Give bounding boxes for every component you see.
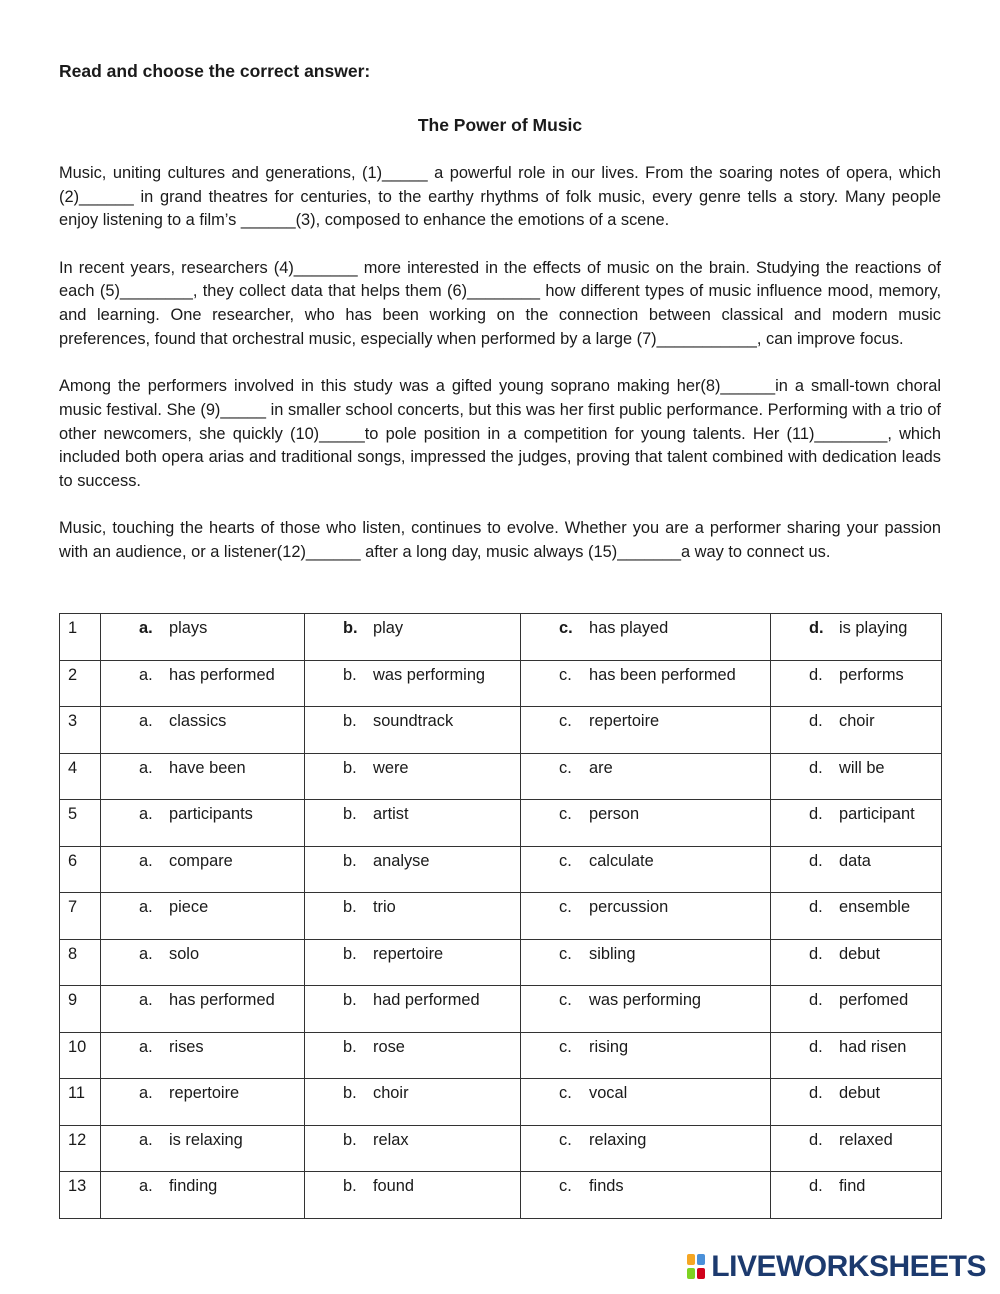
instruction-heading: Read and choose the correct answer: <box>59 61 371 81</box>
question-row <box>60 1172 942 1219</box>
option-text: was performing <box>373 665 486 684</box>
option-b[interactable] <box>305 1172 521 1219</box>
question-number: 7 <box>60 893 101 940</box>
option-letter: d. <box>809 991 823 1009</box>
option-letter: c. <box>559 665 572 684</box>
option-a[interactable] <box>101 614 305 661</box>
option-a[interactable] <box>101 986 305 1033</box>
option-a[interactable] <box>101 753 305 800</box>
option-d[interactable] <box>771 753 942 800</box>
option-letter: c. <box>559 619 573 637</box>
option-text: was performing <box>589 991 702 1009</box>
option-letter: d. <box>809 1084 823 1102</box>
question-number: 2 <box>60 660 101 707</box>
option-text: are <box>589 758 613 777</box>
option-a[interactable] <box>101 846 305 893</box>
option-letter: a. <box>139 1037 153 1056</box>
option-b[interactable] <box>305 614 521 661</box>
question-number: 1 <box>60 614 101 661</box>
option-text: data <box>839 851 871 870</box>
option-text: performs <box>839 665 904 684</box>
question-row <box>60 1079 942 1126</box>
option-text: sibling <box>589 944 636 963</box>
question-number: 3 <box>60 707 101 754</box>
option-d[interactable] <box>771 986 942 1033</box>
option-letter: b. <box>343 758 357 777</box>
option-text: perfomed <box>839 991 909 1009</box>
option-letter: b. <box>343 991 357 1009</box>
option-a[interactable] <box>101 1125 305 1172</box>
option-text: has performed <box>169 991 275 1009</box>
option-text: vocal <box>589 1084 628 1102</box>
option-letter: c. <box>559 758 572 777</box>
option-letter: d. <box>809 619 824 637</box>
option-text: participant <box>839 805 915 823</box>
option-text: ensemble <box>839 898 911 916</box>
option-letter: b. <box>343 619 358 637</box>
option-d[interactable] <box>771 939 942 986</box>
question-row <box>60 660 942 707</box>
option-c[interactable] <box>521 986 771 1033</box>
option-d[interactable] <box>771 846 942 893</box>
option-letter: c. <box>559 1130 572 1149</box>
option-d[interactable] <box>771 707 942 754</box>
option-text: is playing <box>839 619 908 637</box>
question-number: 9 <box>60 986 101 1033</box>
option-text: piece <box>169 898 209 916</box>
option-letter: d. <box>809 758 823 777</box>
option-letter: c. <box>559 944 572 963</box>
option-letter: b. <box>343 1130 357 1149</box>
option-letter: b. <box>343 1084 357 1102</box>
option-b[interactable] <box>305 1079 521 1126</box>
question-row <box>60 614 942 661</box>
paragraph-4: Music, touching the hearts of those who listen, continues to evolve. Whether you are a performer sharing your passion with an audience, or a listener(12)______ after a long day, music always (15)_______a way to connect us. <box>59 519 941 561</box>
logo-icon <box>687 1254 707 1280</box>
option-a[interactable] <box>101 1032 305 1079</box>
option-letter: a. <box>139 665 153 684</box>
option-text: were <box>373 758 409 777</box>
option-c[interactable] <box>521 1172 771 1219</box>
option-letter: a. <box>139 805 153 823</box>
option-letter: d. <box>809 805 823 823</box>
option-text: found <box>373 1177 415 1195</box>
option-text: will be <box>839 758 885 777</box>
option-text: rose <box>373 1037 405 1056</box>
option-text: compare <box>169 851 233 870</box>
option-d[interactable] <box>771 1032 942 1079</box>
option-c[interactable] <box>521 753 771 800</box>
question-row <box>60 707 942 754</box>
option-c[interactable] <box>521 707 771 754</box>
option-letter: a. <box>139 944 153 963</box>
option-a[interactable] <box>101 1079 305 1126</box>
option-text: soundtrack <box>373 712 454 730</box>
option-letter: a. <box>139 991 153 1009</box>
question-row <box>60 939 942 986</box>
option-text: is relaxing <box>169 1130 243 1149</box>
option-d[interactable] <box>771 1125 942 1172</box>
option-b[interactable] <box>305 753 521 800</box>
option-d[interactable] <box>771 1172 942 1219</box>
option-d[interactable] <box>771 660 942 707</box>
option-letter: d. <box>809 944 823 963</box>
question-number: 8 <box>60 939 101 986</box>
option-b[interactable] <box>305 660 521 707</box>
option-d[interactable] <box>771 1079 942 1126</box>
option-letter: c. <box>559 1084 572 1102</box>
option-text: analyse <box>373 851 430 870</box>
question-number: 5 <box>60 800 101 847</box>
option-text: had risen <box>839 1037 907 1056</box>
option-letter: c. <box>559 991 572 1009</box>
option-c[interactable] <box>521 614 771 661</box>
option-text: has performed <box>169 665 275 684</box>
question-row <box>60 1125 942 1172</box>
option-text: artist <box>373 805 409 823</box>
liveworksheets-logo <box>687 1252 986 1282</box>
option-c[interactable] <box>521 893 771 940</box>
option-text: relaxing <box>589 1130 647 1149</box>
option-a[interactable] <box>101 660 305 707</box>
question-row <box>60 846 942 893</box>
option-c[interactable] <box>521 939 771 986</box>
option-letter: a. <box>139 1130 153 1149</box>
option-letter: c. <box>559 805 572 823</box>
option-b[interactable] <box>305 707 521 754</box>
option-text: repertoire <box>373 944 444 963</box>
question-row <box>60 893 942 940</box>
option-text: had performed <box>373 991 480 1009</box>
option-letter: b. <box>343 1177 357 1195</box>
option-text: person <box>589 805 640 823</box>
answer-options-table <box>59 613 942 1219</box>
passage-title: The Power of Music <box>417 115 583 135</box>
option-text: finding <box>169 1177 218 1195</box>
option-text: has played <box>589 619 669 637</box>
question-number: 6 <box>60 846 101 893</box>
question-row <box>60 800 942 847</box>
option-d[interactable] <box>771 800 942 847</box>
option-text: rising <box>589 1037 629 1056</box>
option-letter: a. <box>139 851 153 870</box>
option-letter: a. <box>139 1177 153 1195</box>
option-b[interactable] <box>305 1032 521 1079</box>
reading-passage <box>59 162 941 588</box>
option-c[interactable] <box>521 800 771 847</box>
option-b[interactable] <box>305 939 521 986</box>
paragraph-3: Among the performers involved in this study was a gifted young soprano making her(8)______in a small-town choral music festival. She (9)_____ in smaller school concerts, but this was her first public performance. Performing with a trio of other newcomers, she quickly (10)_____to pole position in a competition for young talents. Her (11)________, which included both opera arias and traditional songs, impressed the judges, proving that talent combined with dedication leads to success. <box>59 377 941 490</box>
option-b[interactable] <box>305 1125 521 1172</box>
option-letter: d. <box>809 898 823 916</box>
option-a[interactable] <box>101 1172 305 1219</box>
option-text: debut <box>839 1084 881 1102</box>
option-letter: a. <box>139 898 153 916</box>
option-text: choir <box>839 712 875 730</box>
option-letter: b. <box>343 851 357 870</box>
option-letter: c. <box>559 712 572 730</box>
option-letter: b. <box>343 1037 357 1056</box>
option-letter: b. <box>343 805 357 823</box>
option-text: has been performed <box>589 665 736 684</box>
option-letter: c. <box>559 898 572 916</box>
option-letter: c. <box>559 851 572 870</box>
option-letter: d. <box>809 665 823 684</box>
option-a[interactable] <box>101 707 305 754</box>
option-text: calculate <box>589 851 654 870</box>
option-text: repertoire <box>169 1084 240 1102</box>
option-text: finds <box>589 1177 624 1195</box>
option-text: participants <box>169 805 253 823</box>
question-number: 4 <box>60 753 101 800</box>
paragraph-2: In recent years, researchers (4)_______ more interested in the effects of music on the brain. Studying the reactions of each (5)________, they collect data that helps them (6)________ how different types of music influence mood, memory, and learning. One researcher, who has been working on the connection between classical and modern music preferences, found that orchestral music, especially when performed by a large (7)___________, can improve focus. <box>59 258 941 348</box>
option-letter: d. <box>809 1177 823 1195</box>
question-row <box>60 1032 942 1079</box>
option-letter: c. <box>559 1037 572 1056</box>
option-text: relaxed <box>839 1130 893 1149</box>
question-number: 12 <box>60 1125 101 1172</box>
question-row <box>60 753 942 800</box>
option-text: relax <box>373 1130 409 1149</box>
option-b[interactable] <box>305 893 521 940</box>
option-letter: d. <box>809 1037 823 1056</box>
option-text: have been <box>169 758 246 777</box>
option-letter: a. <box>139 1084 153 1102</box>
option-text: choir <box>373 1084 409 1102</box>
option-letter: a. <box>139 712 153 730</box>
question-number: 10 <box>60 1032 101 1079</box>
option-b[interactable] <box>305 986 521 1033</box>
option-c[interactable] <box>521 1079 771 1126</box>
option-c[interactable] <box>521 1032 771 1079</box>
option-a[interactable] <box>101 893 305 940</box>
option-text: percussion <box>589 898 669 916</box>
option-c[interactable] <box>521 1125 771 1172</box>
option-letter: a. <box>139 619 153 637</box>
option-text: solo <box>169 944 200 963</box>
option-text: classics <box>169 712 227 730</box>
option-text: rises <box>169 1037 204 1056</box>
option-d[interactable] <box>771 893 942 940</box>
option-letter: b. <box>343 712 357 730</box>
option-letter: b. <box>343 665 357 684</box>
option-letter: b. <box>343 944 357 963</box>
option-c[interactable] <box>521 660 771 707</box>
option-text: trio <box>373 898 396 916</box>
option-text: play <box>373 619 404 637</box>
option-a[interactable] <box>101 939 305 986</box>
option-d[interactable] <box>771 614 942 661</box>
logo-text: LIVEWORKSHEETS <box>711 1250 986 1283</box>
option-letter: d. <box>809 851 823 870</box>
option-letter: d. <box>809 1130 823 1149</box>
option-text: find <box>839 1177 866 1195</box>
option-c[interactable] <box>521 846 771 893</box>
option-a[interactable] <box>101 800 305 847</box>
paragraph-1: Music, uniting cultures and generations, (1)_____ a powerful role in our lives. From the soaring notes of opera, which (2)______ in grand theatres for centuries, to the earthy rhythms of folk music, every genre tells a story. Many people enjoy listening to a film’s ______(3), composed to enhance the emotions of a scene. <box>59 164 941 230</box>
question-number: 13 <box>60 1172 101 1219</box>
option-b[interactable] <box>305 846 521 893</box>
question-number: 11 <box>60 1079 101 1126</box>
option-text: debut <box>839 944 881 963</box>
option-letter: d. <box>809 712 823 730</box>
option-letter: c. <box>559 1177 572 1195</box>
option-letter: a. <box>139 758 153 777</box>
option-text: plays <box>169 619 208 637</box>
option-text: repertoire <box>589 712 660 730</box>
option-b[interactable] <box>305 800 521 847</box>
option-letter: b. <box>343 898 357 916</box>
question-row <box>60 986 942 1033</box>
